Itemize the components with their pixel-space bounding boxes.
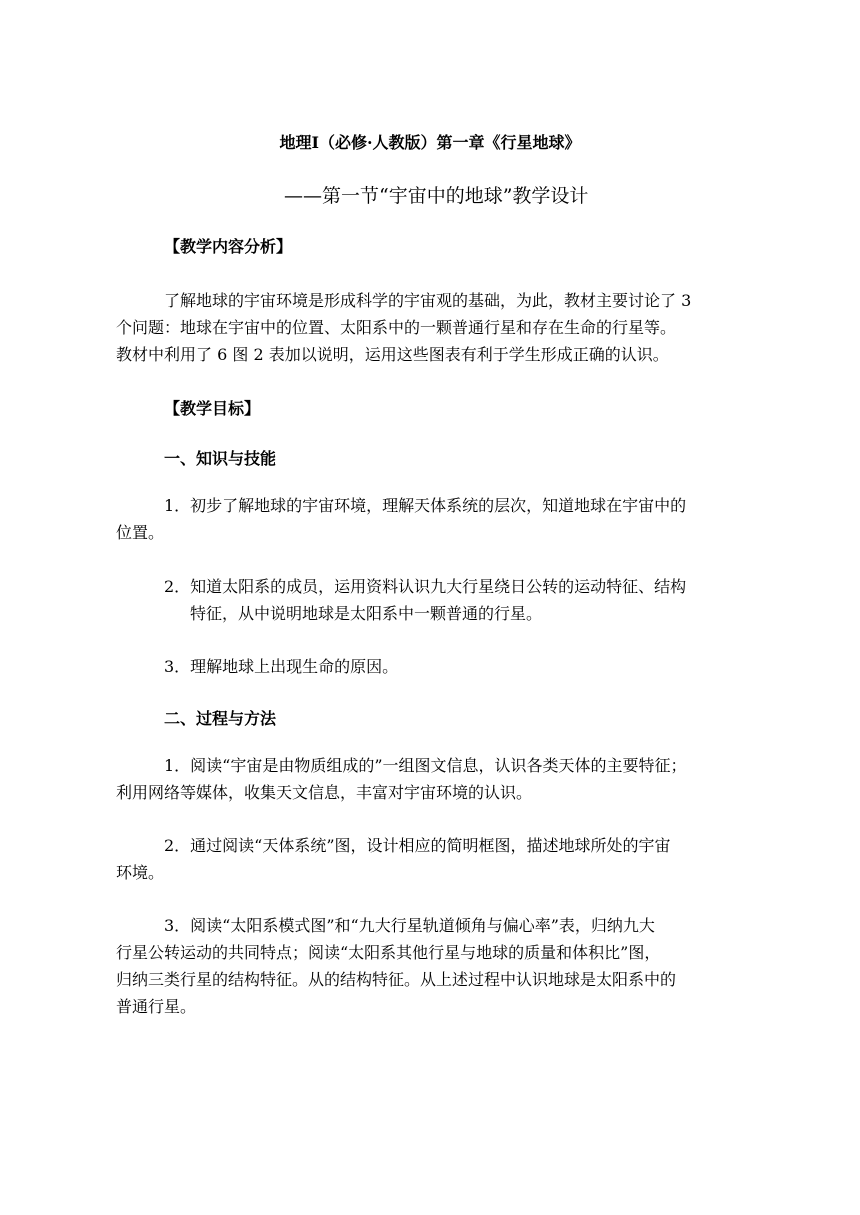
paragraph-line: 归纳三类行星的结构特征。从的结构特征。从上述过程中认识地球是太阳系中的 — [116, 970, 677, 989]
content-analysis-paragraph — [116, 287, 738, 368]
subsection-heading-process-method: 二、过程与方法 — [164, 709, 277, 728]
paragraph-line: 位置。 — [116, 523, 165, 542]
paragraph-line: 了解地球的宇宙环境是形成科学的宇宙观的基础，为此，教材主要讨论了 3 — [164, 291, 692, 310]
paragraph-line: 利用网络等媒体，收集天文信息，丰富对宇宙环境的认识。 — [116, 783, 533, 802]
document-subtitle: ——第一节“宇宙中的地球”教学设计 — [284, 185, 589, 207]
knowledge-item-3 — [116, 653, 738, 680]
section-heading-content-analysis: 【教学内容分析】 — [164, 237, 293, 256]
subsection-heading-knowledge-skills: 一、知识与技能 — [164, 449, 277, 468]
process-item-3 — [116, 912, 738, 1020]
paragraph-line: 行星公转运动的共同特点；阅读“太阳系其他行星与地球的质量和体积比”图， — [116, 943, 661, 962]
knowledge-item-1 — [116, 492, 738, 546]
paragraph-line: 3．阅读“太阳系模式图”和“九大行星轨道倾角与偏心率”表，归纳九大 — [164, 916, 655, 935]
paragraph-line: 个问题：地球在宇宙中的位置、太阳系中的一颗普通行星和存在生命的行星等。 — [116, 318, 677, 337]
paragraph-line: 3．理解地球上出现生命的原因。 — [164, 657, 399, 676]
paragraph-line: 2．通过阅读“天体系统”图，设计相应的简明框图，描述地球所处的宇宙 — [164, 836, 671, 855]
knowledge-item-2 — [116, 573, 738, 627]
paragraph-line: 1．阅读“宇宙是由物质组成的”一组图文信息，认识各类天体的主要特征； — [164, 756, 687, 775]
paragraph-line: 普通行星。 — [116, 997, 197, 1016]
paragraph-line: 教材中利用了 6 图 2 表加以说明，运用这些图表有利于学生形成正确的认识。 — [116, 345, 669, 364]
process-item-2 — [116, 832, 738, 886]
paragraph-line: 特征，从中说明地球是太阳系中一颗普通的行星。 — [190, 604, 543, 623]
paragraph-line: 环境。 — [116, 863, 165, 882]
section-heading-teaching-goals: 【教学目标】 — [164, 399, 261, 418]
paragraph-line: 1．初步了解地球的宇宙环境，理解天体系统的层次，知道地球在宇宙中的 — [164, 496, 687, 515]
document-title: 地理Ⅰ（必修·人教版）第一章《行星地球》 — [279, 133, 581, 152]
paragraph-line: 2．知道太阳系的成员，运用资料认识九大行星绕日公转的运动特征、结构 — [164, 577, 687, 596]
process-item-1 — [116, 752, 738, 806]
